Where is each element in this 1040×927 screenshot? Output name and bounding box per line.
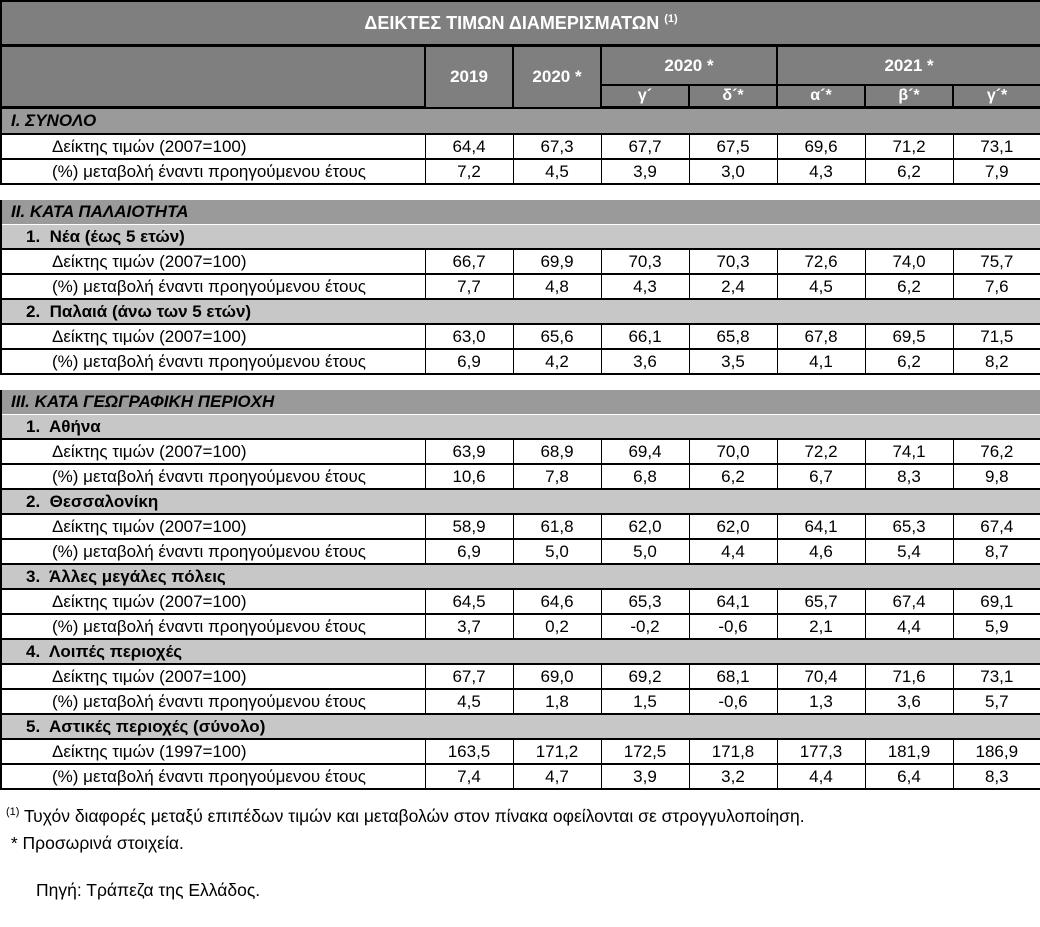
value-cell: 4,5 [777, 274, 865, 299]
value-cell: 69,4 [601, 439, 689, 464]
row-label: (%) μεταβολή έναντι προηγούμενου έτους [1, 614, 425, 639]
table-body [1, 108, 1040, 790]
title-row [1, 1, 1040, 46]
value-cell: 5,9 [953, 614, 1040, 639]
value-cell: 4,7 [513, 764, 601, 789]
data-row [1, 539, 1040, 564]
value-cell: 9,8 [953, 464, 1040, 489]
value-cell: 71,2 [865, 134, 953, 159]
value-cell: 186,9 [953, 739, 1040, 764]
value-cell: 163,5 [425, 739, 513, 764]
value-cell: 69,6 [777, 134, 865, 159]
gap-cell [1, 184, 1040, 200]
row-label: Δείκτης τιμών (2007=100) [1, 439, 425, 464]
value-cell: 6,9 [425, 349, 513, 374]
value-cell: 3,6 [601, 349, 689, 374]
value-cell: -0,6 [689, 614, 777, 639]
value-cell: 67,4 [953, 514, 1040, 539]
subsection-row [1, 714, 1040, 739]
column-group-2020: 2020 * [601, 46, 777, 86]
data-row [1, 464, 1040, 489]
data-row [1, 689, 1040, 714]
value-cell: 171,2 [513, 739, 601, 764]
quarter-header-2020-q4: δ´* [689, 85, 777, 108]
value-cell: 3,7 [425, 614, 513, 639]
value-cell: 62,0 [689, 514, 777, 539]
value-cell: 75,7 [953, 249, 1040, 274]
value-cell: 4,4 [777, 764, 865, 789]
value-cell: 68,9 [513, 439, 601, 464]
value-cell: 61,8 [513, 514, 601, 539]
value-cell: 7,6 [953, 274, 1040, 299]
value-cell: 65,3 [865, 514, 953, 539]
value-cell: 7,2 [425, 159, 513, 184]
value-cell: 69,2 [601, 664, 689, 689]
quarter-header-2021-q1: α´* [777, 85, 865, 108]
value-cell: 69,5 [865, 324, 953, 349]
subsection-label: 2. Θεσσαλονίκη [1, 489, 1040, 514]
column-header-2019: 2019 [425, 46, 513, 108]
value-cell: 63,9 [425, 439, 513, 464]
row-label: (%) μεταβολή έναντι προηγούμενου έτους [1, 689, 425, 714]
value-cell: 8,2 [953, 349, 1040, 374]
data-row [1, 349, 1040, 374]
data-row [1, 664, 1040, 689]
value-cell: 69,1 [953, 589, 1040, 614]
year-header-row [1, 46, 1040, 86]
row-label: (%) μεταβολή έναντι προηγούμενου έτους [1, 464, 425, 489]
value-cell: 181,9 [865, 739, 953, 764]
value-cell: 64,6 [513, 589, 601, 614]
subsection-label: 3. Άλλες μεγάλες πόλεις [1, 564, 1040, 589]
value-cell: 4,5 [513, 159, 601, 184]
data-row [1, 324, 1040, 349]
subsection-row [1, 415, 1040, 440]
row-label: (%) μεταβολή έναντι προηγούμενου έτους [1, 274, 425, 299]
quarter-header-2020-q3: γ´ [601, 85, 689, 108]
row-label: (%) μεταβολή έναντι προηγούμενου έτους [1, 349, 425, 374]
value-cell: 1,5 [601, 689, 689, 714]
value-cell: 6,2 [689, 464, 777, 489]
subsection-label: 1. Αθήνα [1, 415, 1040, 440]
value-cell: 76,2 [953, 439, 1040, 464]
subsection-row [1, 299, 1040, 324]
footnote-provisional: * Προσωρινά στοιχεία. [6, 833, 184, 853]
value-cell: 72,2 [777, 439, 865, 464]
footnote-rounding [6, 806, 1040, 827]
row-label: Δείκτης τιμών (2007=100) [1, 324, 425, 349]
value-cell: 2,1 [777, 614, 865, 639]
value-cell: 5,0 [601, 539, 689, 564]
value-cell: 67,5 [689, 134, 777, 159]
value-cell: 67,7 [425, 664, 513, 689]
value-cell: 69,9 [513, 249, 601, 274]
value-cell: 4,8 [513, 274, 601, 299]
value-cell: 67,7 [601, 134, 689, 159]
corner-cell [1, 46, 425, 108]
value-cell: 64,1 [777, 514, 865, 539]
value-cell: 10,6 [425, 464, 513, 489]
data-row [1, 739, 1040, 764]
section-row [1, 108, 1040, 135]
value-cell: 4,3 [601, 274, 689, 299]
title-footnote-marker: (1) [664, 12, 678, 25]
value-cell: 65,3 [601, 589, 689, 614]
value-cell: 6,4 [865, 764, 953, 789]
value-cell: 67,8 [777, 324, 865, 349]
value-cell: 5,7 [953, 689, 1040, 714]
value-cell: 4,3 [777, 159, 865, 184]
value-cell: 4,1 [777, 349, 865, 374]
section-label: ΙΙΙ. ΚΑΤΑ ΓΕΩΓΡΑΦΙΚΗ ΠΕΡΙΟΧΗ [1, 390, 1040, 415]
subsection-label: 1. Νέα (έως 5 ετών) [1, 225, 1040, 250]
value-cell: 68,1 [689, 664, 777, 689]
value-cell: 3,5 [689, 349, 777, 374]
value-cell: -0,2 [601, 614, 689, 639]
value-cell: 66,1 [601, 324, 689, 349]
source-note: Πηγή: Τράπεζα της Ελλάδος. [36, 880, 261, 900]
value-cell: 4,4 [689, 539, 777, 564]
value-cell: 65,6 [513, 324, 601, 349]
value-cell: 7,8 [513, 464, 601, 489]
subsection-row [1, 225, 1040, 250]
value-cell: 64,5 [425, 589, 513, 614]
row-label: Δείκτης τιμών (2007=100) [1, 134, 425, 159]
section-label: ΙΙ. ΚΑΤΑ ΠΑΛΑΙΟΤΗΤΑ [1, 200, 1040, 225]
row-label: Δείκτης τιμών (2007=100) [1, 664, 425, 689]
subsection-label: 5. Αστικές περιοχές (σύνολο) [1, 714, 1040, 739]
value-cell: 6,7 [777, 464, 865, 489]
value-cell: 71,5 [953, 324, 1040, 349]
value-cell: 6,9 [425, 539, 513, 564]
subsection-row [1, 639, 1040, 664]
value-cell: 1,8 [513, 689, 601, 714]
value-cell: 70,3 [601, 249, 689, 274]
value-cell: 8,7 [953, 539, 1040, 564]
value-cell: 8,3 [953, 764, 1040, 789]
value-cell: 72,6 [777, 249, 865, 274]
value-cell: 58,9 [425, 514, 513, 539]
value-cell: 70,0 [689, 439, 777, 464]
data-row [1, 764, 1040, 789]
gap-cell [1, 374, 1040, 390]
value-cell: 3,6 [865, 689, 953, 714]
row-label: Δείκτης τιμών (1997=100) [1, 739, 425, 764]
data-row [1, 589, 1040, 614]
value-cell: 3,9 [601, 159, 689, 184]
value-cell: 67,3 [513, 134, 601, 159]
value-cell: 3,2 [689, 764, 777, 789]
value-cell: 6,8 [601, 464, 689, 489]
value-cell: 7,7 [425, 274, 513, 299]
value-cell: 67,4 [865, 589, 953, 614]
subsection-label: 4. Λοιπές περιοχές [1, 639, 1040, 664]
value-cell: 74,0 [865, 249, 953, 274]
value-cell: 6,2 [865, 159, 953, 184]
value-cell: 64,1 [689, 589, 777, 614]
value-cell: 69,0 [513, 664, 601, 689]
table-head [1, 1, 1040, 108]
value-cell: 2,4 [689, 274, 777, 299]
data-row [1, 134, 1040, 159]
data-row [1, 614, 1040, 639]
value-cell: 64,4 [425, 134, 513, 159]
value-cell: 70,4 [777, 664, 865, 689]
row-label: (%) μεταβολή έναντι προηγούμενου έτους [1, 539, 425, 564]
title-text: ΔΕΙΚΤΕΣ ΤΙΜΩΝ ΔΙΑΜΕΡΙΣΜΑΤΩΝ [364, 12, 660, 33]
value-cell: 73,1 [953, 134, 1040, 159]
data-row [1, 274, 1040, 299]
column-header-2020: 2020 * [513, 46, 601, 108]
value-cell: 0,2 [513, 614, 601, 639]
data-row [1, 439, 1040, 464]
value-cell: 65,8 [689, 324, 777, 349]
value-cell: 4,2 [513, 349, 601, 374]
row-label: Δείκτης τιμών (2007=100) [1, 589, 425, 614]
subsection-label: 2. Παλαιά (άνω των 5 ετών) [1, 299, 1040, 324]
value-cell: 4,5 [425, 689, 513, 714]
value-cell: 4,4 [865, 614, 953, 639]
value-cell: 70,3 [689, 249, 777, 274]
data-row [1, 159, 1040, 184]
subsection-row [1, 564, 1040, 589]
gap-row [1, 374, 1040, 390]
footnotes [6, 806, 1040, 901]
row-label: Δείκτης τιμών (2007=100) [1, 249, 425, 274]
value-cell: 3,0 [689, 159, 777, 184]
gap-row [1, 184, 1040, 200]
value-cell: 66,7 [425, 249, 513, 274]
data-row [1, 249, 1040, 274]
value-cell: 5,4 [865, 539, 953, 564]
value-cell: 5,0 [513, 539, 601, 564]
row-label: (%) μεταβολή έναντι προηγούμενου έτους [1, 159, 425, 184]
value-cell: 8,3 [865, 464, 953, 489]
value-cell: 7,4 [425, 764, 513, 789]
data-row [1, 514, 1040, 539]
section-label: Ι. ΣΥΝΟΛΟ [1, 108, 1040, 135]
footnote-rounding-text: Τυχόν διαφορές μεταξύ επιπέδων τιμών και μεταβολών στον πίνακα οφείλονται σε στρογγυλοποίηση. [19, 806, 805, 826]
row-label: (%) μεταβολή έναντι προηγούμενου έτους [1, 764, 425, 789]
value-cell: 71,6 [865, 664, 953, 689]
section-row [1, 390, 1040, 415]
quarter-header-2021-q2: β´* [865, 85, 953, 108]
value-cell: 1,3 [777, 689, 865, 714]
value-cell: 63,0 [425, 324, 513, 349]
section-row [1, 200, 1040, 225]
value-cell: 6,2 [865, 274, 953, 299]
value-cell: 73,1 [953, 664, 1040, 689]
value-cell: 171,8 [689, 739, 777, 764]
column-group-2021: 2021 * [777, 46, 1040, 86]
value-cell: 6,2 [865, 349, 953, 374]
quarter-header-2021-q3: γ´* [953, 85, 1040, 108]
value-cell: 3,9 [601, 764, 689, 789]
value-cell: 7,9 [953, 159, 1040, 184]
page-title [1, 1, 1040, 46]
value-cell: 74,1 [865, 439, 953, 464]
value-cell: 62,0 [601, 514, 689, 539]
value-cell: 4,6 [777, 539, 865, 564]
value-cell: -0,6 [689, 689, 777, 714]
footnote-marker: (1) [6, 806, 20, 819]
value-cell: 177,3 [777, 739, 865, 764]
value-cell: 65,7 [777, 589, 865, 614]
row-label: Δείκτης τιμών (2007=100) [1, 514, 425, 539]
subsection-row [1, 489, 1040, 514]
value-cell: 172,5 [601, 739, 689, 764]
